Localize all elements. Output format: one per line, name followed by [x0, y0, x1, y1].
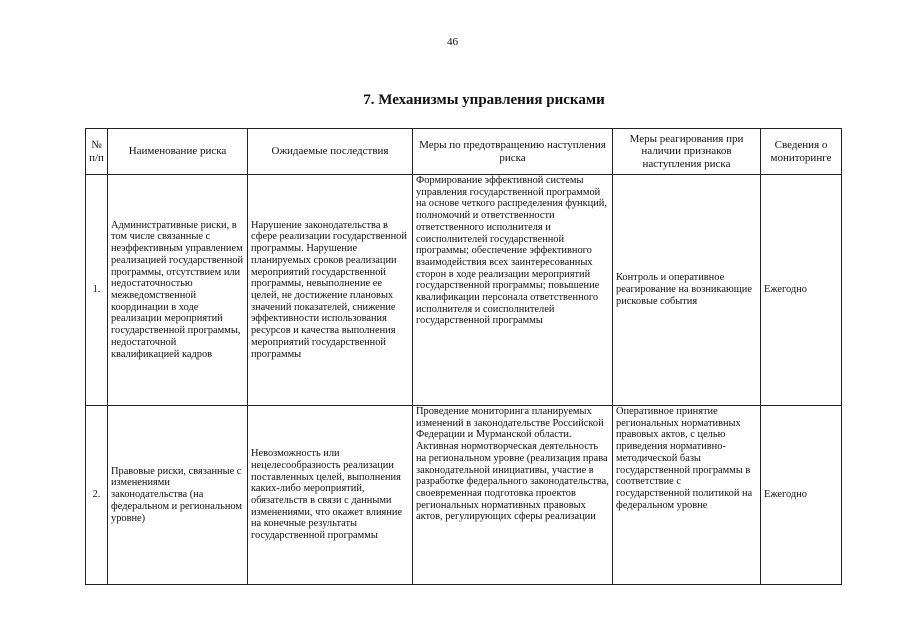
response-measures: Оперативное принятие региональных нормативных правовых актов, с целью приведения нормативно-методической базы государственной программы в соответствие с государственной политикой на федеральном уровне	[613, 406, 761, 585]
table-row	[86, 175, 842, 406]
risk-name: Административные риски, в том числе связанные с неэффективным управлением реализацией государственной программы, отсутствием или недостаточностью межведомственной координации в ходе реализации мероприятий государственной программы, недостаточной квалификацией кадров	[108, 175, 248, 406]
section-title: 7. Механизмы управления рисками	[363, 92, 605, 108]
row-number: 1.	[86, 175, 108, 406]
header-consequences: Ожидаемые последствия	[248, 129, 413, 175]
monitoring-info: Ежегодно	[761, 175, 842, 406]
header-num: № п/п	[86, 129, 108, 175]
prevention-measures: Формирование эффективной системы управления государственной программой на основе четкого распределения функций, полномочий и ответственности ответственного исполнителя и соисполнителей государственной программы; обеспечение эффективного взаимодействия всех заинтересованных сторон в ходе реализации мероприятий государственной программы; повышение квалификации персонала ответственного исполнителя и соисполнителей государственной программы	[413, 175, 613, 406]
risk-consequences: Невозможность или нецелесообразность реализации поставленных целей, выполнения каких-либо мероприятий, обязательств в связи с данными изменениями, что окажет влияние на конечные результаты государственной программы	[248, 406, 413, 585]
table-row	[86, 406, 842, 585]
page-number: 46	[447, 36, 458, 48]
header-risk-name: Наименование риска	[108, 129, 248, 175]
header-monitoring: Сведения о мониторинге	[761, 129, 842, 175]
risk-consequences: Нарушение законодательства в сфере реализации государственной программы. Нарушение планируемых сроков реализации мероприятий государственной программы, невыполнение ее целей, не достижение плановых значений показателей, снижение эффективности использования ресурсов и качества выполнения мероприятий государственной программы	[248, 175, 413, 406]
response-measures: Контроль и оперативное реагирование на возникающие рисковые события	[613, 175, 761, 406]
monitoring-info: Ежегодно	[761, 406, 842, 585]
header-prevention: Меры по предотвращению наступления риска	[413, 129, 613, 175]
prevention-measures: Проведение мониторинга планируемых изменений в законодательстве Российской Федерации и Мурманской области. Активная нормотворческая деятельность на региональном уровне (реализация права законодательной инициативы, участие в разработке федерального законодательства, своевременная подготовка проектов региональных нормативных правовых актов, регулирующих сферы реализации	[413, 406, 613, 585]
risk-management-table	[85, 128, 842, 585]
risk-name: Правовые риски, связанные с изменениями законодательства (на федеральном и региональном уровне)	[108, 406, 248, 585]
header-response: Меры реагирования при наличии признаков наступления риска	[613, 129, 761, 175]
table-header-row	[86, 129, 842, 175]
row-number: 2.	[86, 406, 108, 585]
